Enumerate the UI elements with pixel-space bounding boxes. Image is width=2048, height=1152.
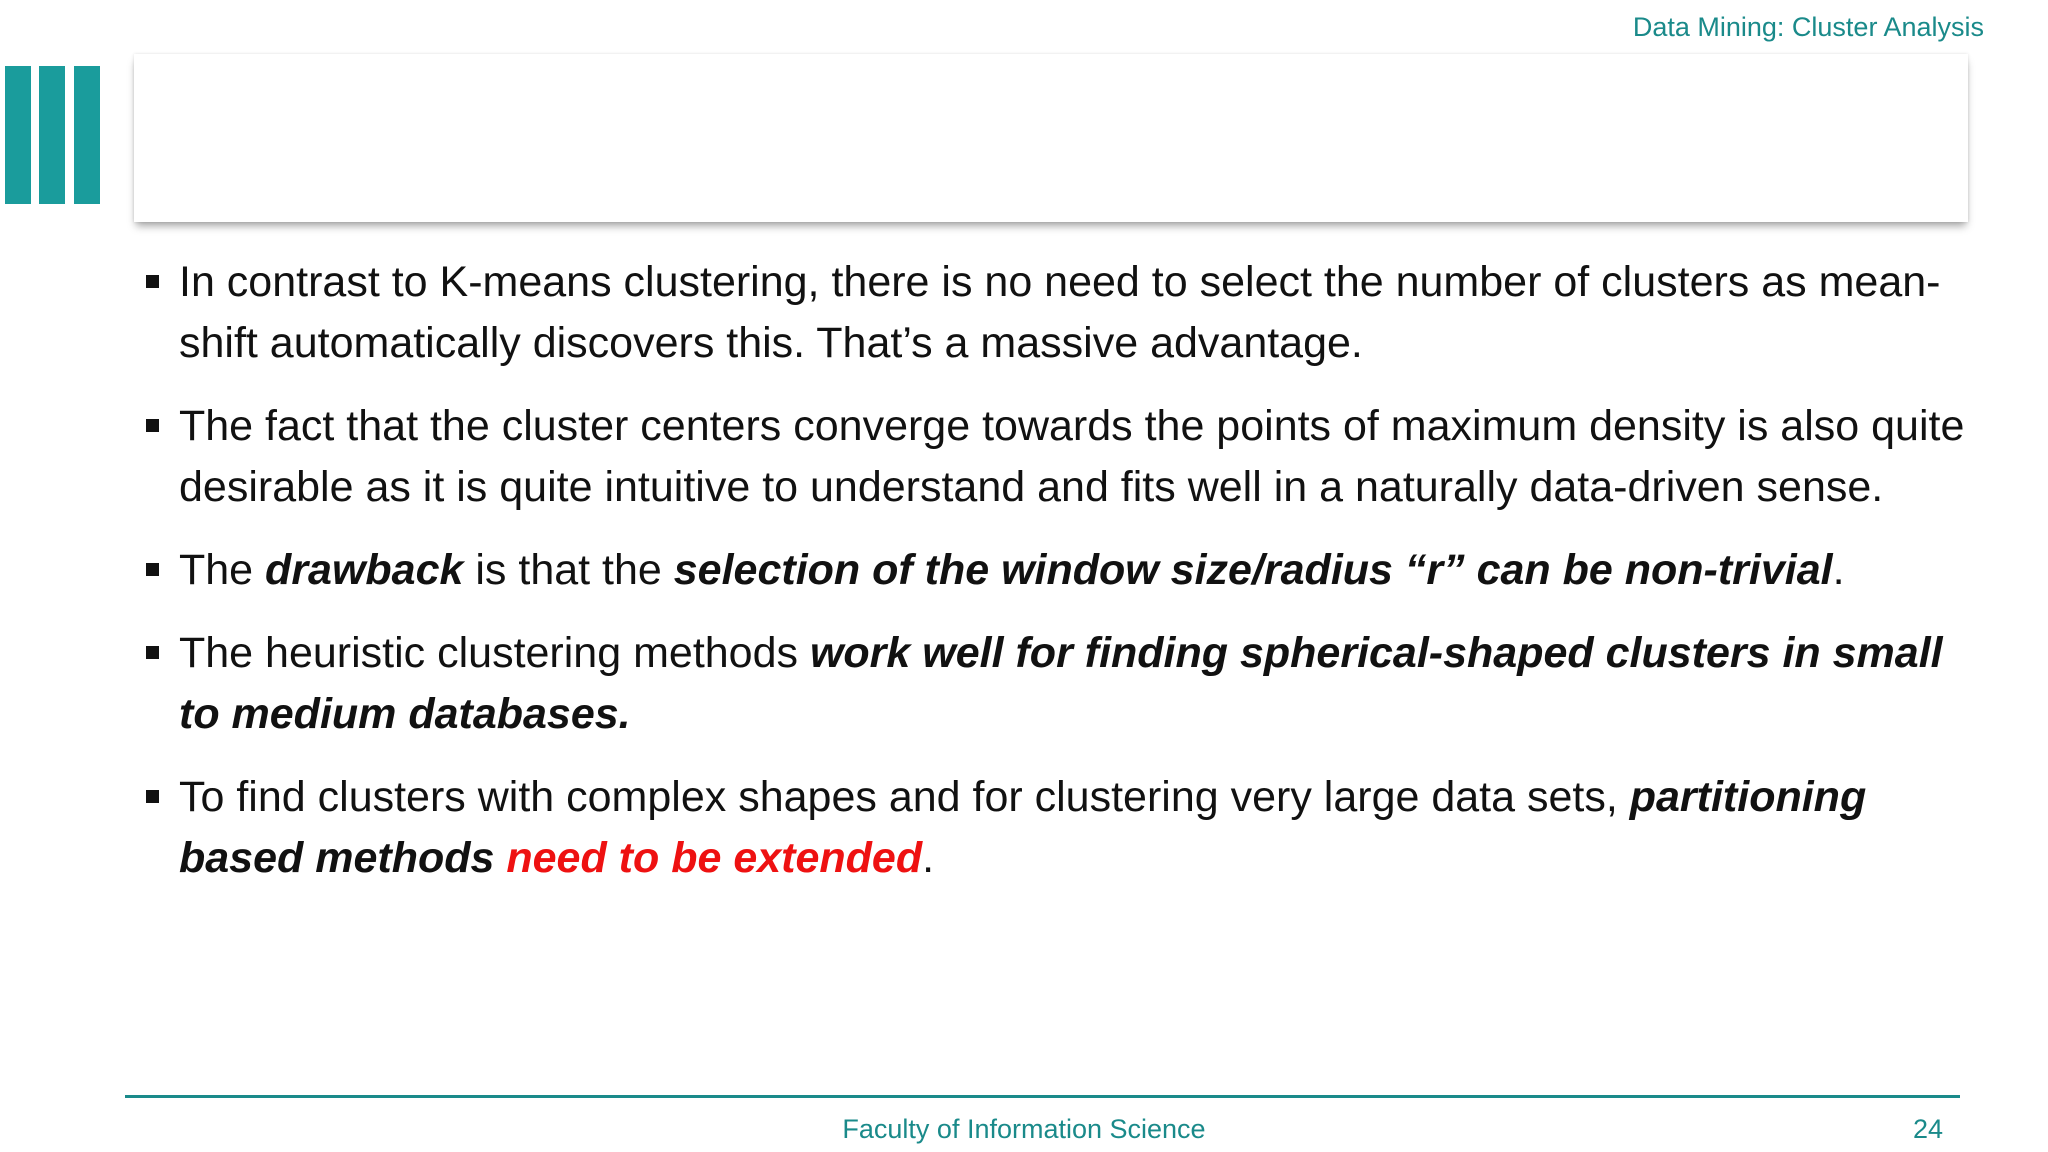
slide-title-box (134, 54, 1968, 222)
page-number: 24 (1912, 1114, 1943, 1144)
logo-bar (74, 66, 100, 204)
bullet-text (494, 834, 506, 882)
bullet-item (140, 767, 1970, 889)
square-bullet-icon (146, 646, 159, 659)
emphasis-text: work well for finding spherical-shaped clusters in small to medium databases. (179, 629, 1943, 738)
bullet-text: To find clusters with complex shapes and for clustering very large data sets, (179, 773, 1630, 821)
bullet-item (140, 252, 1970, 374)
square-bullet-icon (146, 563, 159, 576)
bullet-item (140, 540, 1970, 601)
bullet-item (140, 623, 1970, 745)
emphasis-text: selection of the window size/radius “r” can be non-trivial (673, 546, 1833, 594)
bullet-item (140, 396, 1970, 518)
bullet-text: . (922, 834, 935, 882)
bullet-text: The heuristic clustering methods (179, 629, 810, 677)
bullet-text: In contrast to K-means clustering, there is no need to select the number of clusters as mean-shift automatically discovers this. That’s a massive advantage. (179, 258, 1941, 367)
logo-bar (39, 66, 65, 204)
square-bullet-icon (146, 419, 159, 432)
logo-bars-icon (5, 66, 100, 204)
bullet-text: . (1832, 546, 1845, 594)
footer-text: Faculty of Information Science (842, 1114, 1206, 1144)
square-bullet-icon (146, 275, 159, 288)
bullet-text: The fact that the cluster centers converge towards the points of maximum density is also quite desirable as it is quite intuitive to understand and fits well in a naturally data-driven sense. (179, 402, 1965, 511)
emphasis-text: drawback (265, 546, 464, 594)
bullet-text: The (179, 546, 266, 594)
emphasis-text: partitioning based methods (179, 773, 1867, 882)
content-body (140, 252, 1970, 911)
square-bullet-icon (146, 790, 159, 803)
logo-bar (5, 66, 31, 204)
highlight-text: need to be extended (506, 834, 923, 882)
bullet-text: is that the (463, 546, 674, 594)
footer-divider (125, 1095, 1960, 1098)
header-title: Data Mining: Cluster Analysis (1632, 12, 1984, 42)
